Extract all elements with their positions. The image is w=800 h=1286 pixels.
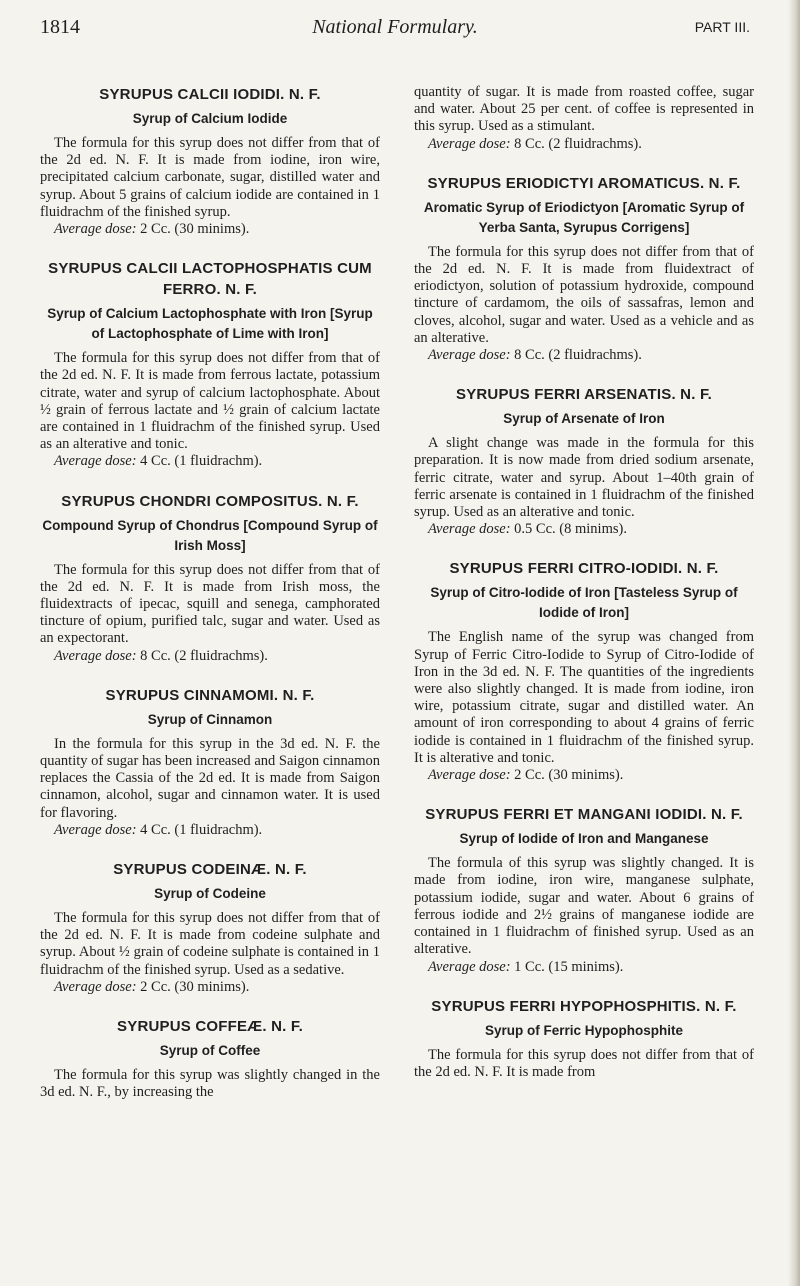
- entry-body: The formula for this syrup does not differ from that of the 2d ed. N. F. It is made from fluidextract of eriodictyon, solution of potassium hydroxide, compound tincture of cardamom, the oils of sassafras, lemon and cloves, alcohol, sugar and water. Used as a vehicle and as an alterative.: [414, 243, 754, 346]
- entry-dose: [414, 136, 754, 153]
- entry-ferri-hypophosphitis: [414, 996, 754, 1081]
- entry-body: The formula for this syrup does not differ from that of the 2d ed. N. F. It is made from iodine, iron wire, precipitated calcium carbonate, sugar, distilled water and syrup. About 5 grains of calcium iodide are contained in 1 fluidrachm of the finished syrup.: [40, 135, 380, 220]
- entry-subtitle: Syrup of Codeine: [154, 886, 266, 902]
- entry-dose: [40, 221, 380, 238]
- entry-calcii-lactophosphatis: [40, 258, 380, 470]
- entry-subtitle: Syrup of Calcium Iodide: [132, 111, 288, 126]
- entry-calcii-iodidi: [40, 84, 380, 238]
- entry-eriodictyi: [414, 173, 754, 364]
- dose-value: 2 Cc. (30 minims).: [514, 767, 624, 784]
- entry-body: The English name of the syrup was changed from Syrup of Ferric Citro-Iodide to Syrup of Citro-Iodide of Iron in the 3d ed. N. F. The quantities of the ingredients were also slightly changed. It is made from iodine, iron wire, potassium citrate, sugar and distilled water. An amount of iron corresponding to about 4 grains of ferric iodide is contained in 1 fluidrachm of the finished syrup. It is alterative and tonic.: [414, 629, 754, 766]
- dose-value: 8 Cc. (2 fluidrachms).: [514, 135, 642, 152]
- entry-subtitle: Syrup of Arsenate of Iron: [503, 411, 665, 427]
- entry-codeinae: [40, 859, 380, 996]
- dose-label: Average dose:: [54, 221, 137, 238]
- entry-ferri-arsenatis: [414, 384, 754, 538]
- dose-label: Average dose:: [54, 453, 137, 470]
- entry-body: The formula for this syrup was slightly changed in the 3d ed. N. F., by increasing the: [40, 1067, 380, 1101]
- entry-subtitle: Aromatic Syrup of Eriodictyon [Aromatic Syrup of Yerba Santa, Syrupus Corrigens]: [423, 199, 745, 235]
- page-edge-shadow: [788, 0, 800, 1286]
- entry-chondri-compositus: [40, 491, 380, 665]
- dose-value: 1 Cc. (15 minims).: [514, 958, 624, 975]
- dose-value: 8 Cc. (2 fluidrachms).: [514, 347, 642, 364]
- dose-value: 4 Cc. (1 fluidrachm).: [140, 453, 263, 470]
- dose-label: Average dose:: [54, 821, 137, 838]
- entry-subtitle: Compound Syrup of Chondrus [Compound Syrup of Irish Moss]: [42, 517, 378, 553]
- entry-title: SYRUPUS CALCII LACTOPHOSPHATIS CUM FERRO. N. F.: [48, 260, 372, 299]
- coffeae-continuation: [414, 84, 754, 153]
- left-column: [40, 84, 380, 1122]
- page-number: 1814: [40, 16, 80, 38]
- entry-dose: [414, 347, 754, 364]
- entry-body: The formula for this syrup does not differ from that of the 2d ed. N. F. It is made from codeine sulphate and syrup. About ½ grain of codeine sulphate is contained in 1 fluidrachm of the finished syrup. Used as a sedative.: [40, 910, 380, 978]
- entry-subtitle: Syrup of Cinnamon: [147, 711, 273, 727]
- dose-value: 2 Cc. (30 minims).: [140, 978, 250, 995]
- dose-label: Average dose:: [428, 767, 511, 784]
- dose-value: 2 Cc. (30 minims).: [140, 221, 250, 238]
- entry-dose: [40, 979, 380, 996]
- entry-dose: [414, 959, 754, 976]
- entry-body: The formula for this syrup does not differ from that of the 2d ed. N. F. It is made from: [414, 1046, 754, 1080]
- right-column: [414, 84, 754, 1101]
- continuation-text: quantity of sugar. It is made from roasted coffee, sugar and water. About 25 per cent. of coffee is represented in this syrup. Used as a stimulant.: [414, 84, 754, 135]
- entry-ferri-et-mangani: [414, 804, 754, 975]
- dose-label: Average dose:: [428, 135, 511, 152]
- dose-label: Average dose:: [54, 978, 137, 995]
- entry-subtitle: Syrup of Citro-Iodide of Iron [Tasteless Syrup of Iodide of Iron]: [430, 585, 738, 621]
- entry-subtitle: Syrup of Iodide of Iron and Manganese: [459, 831, 709, 847]
- entry-body: The formula of this syrup was slightly changed. It is made from iodine, iron wire, manganese sulphate, potassium iodide, sugar and water. About 6 grains of ferrous iodide and 2½ grains of manganese iodide are contained in 1 fluidrachm of finished syrup. Used as an alterative.: [414, 855, 754, 958]
- entry-title: SYRUPUS CODEINÆ. N. F.: [113, 861, 307, 879]
- page-header: [40, 16, 750, 46]
- dose-label: Average dose:: [428, 958, 511, 975]
- dose-value: 4 Cc. (1 fluidrachm).: [140, 821, 263, 838]
- entry-subtitle: Syrup of Calcium Lactophosphate with Iron [Syrup of Lactophosphate of Lime with Iron]: [47, 306, 373, 342]
- entry-title: SYRUPUS FERRI ARSENATIS. N. F.: [455, 386, 713, 404]
- entry-ferri-citro-iodidi: [414, 558, 754, 784]
- entry-dose: [40, 648, 380, 665]
- entry-title: SYRUPUS COFFEÆ. N. F.: [117, 1018, 303, 1036]
- dose-label: Average dose:: [428, 347, 511, 364]
- entry-subtitle: Syrup of Ferric Hypophosphite: [484, 1022, 684, 1038]
- entry-coffeae: [40, 1016, 380, 1101]
- dose-label: Average dose:: [54, 647, 137, 664]
- part-label: PART III.: [694, 19, 750, 35]
- running-title: National Formulary.: [312, 16, 478, 38]
- entry-body: A slight change was made in the formula for this preparation. It is now made from dried sodium arsenate, ferric citrate, water and syrup. About 1–40th grain of ferric arsenate is contained in 1 fluidrachm of the finished syrup. Used as an alterative and tonic.: [414, 435, 754, 521]
- entry-title: SYRUPUS CALCII IODIDI. N. F.: [99, 86, 321, 103]
- entry-dose: [40, 453, 380, 470]
- entry-dose: [414, 767, 754, 784]
- entry-cinnamomi: [40, 685, 380, 839]
- entry-subtitle: Syrup of Coffee: [159, 1043, 261, 1059]
- entry-dose: [40, 822, 380, 839]
- entry-title: SYRUPUS CHONDRI COMPOSITUS. N. F.: [61, 492, 359, 510]
- entry-dose: [414, 521, 754, 538]
- dose-value: 8 Cc. (2 fluidrachms).: [140, 647, 268, 664]
- entry-title: SYRUPUS FERRI HYPOPHOSPHITIS. N. F.: [431, 997, 737, 1015]
- entry-body: The formula for this syrup does not differ from that of the 2d ed. N. F. It is made from Irish moss, the fluidextracts of ipecac, squill and senega, camphorated tincture of opium, purified talc, sugar and water. Used as an expectorant.: [40, 561, 380, 647]
- entry-title: SYRUPUS FERRI CITRO-IODIDI. N. F.: [449, 560, 719, 578]
- entry-body: The formula for this syrup does not differ from that of the 2d ed. N. F. It is made from ferrous lactate, potassium citrate, water and syrup of calcium lactophosphate. About ½ grain of ferrous lactate and ½ grain of calcium lactate are contained in 1 fluidrachm of the finished syrup. Used as an alterative and tonic.: [40, 350, 380, 453]
- entry-title: SYRUPUS CINNAMOMI. N. F.: [105, 686, 315, 704]
- dose-value: 0.5 Cc. (8 minims).: [514, 521, 627, 538]
- dose-label: Average dose:: [428, 521, 511, 538]
- entry-title: SYRUPUS FERRI ET MANGANI IODIDI. N. F.: [425, 806, 743, 824]
- entry-title: SYRUPUS ERIODICTYI AROMATICUS. N. F.: [427, 174, 741, 192]
- entry-body: In the formula for this syrup in the 3d ed. N. F. the quantity of sugar has been increased and Saigon cinnamon replaces the Cassia of the 2d ed. It is made from Saigon cinnamon, alcohol, sugar and cinnamon water. It is used for flavoring.: [40, 735, 380, 821]
